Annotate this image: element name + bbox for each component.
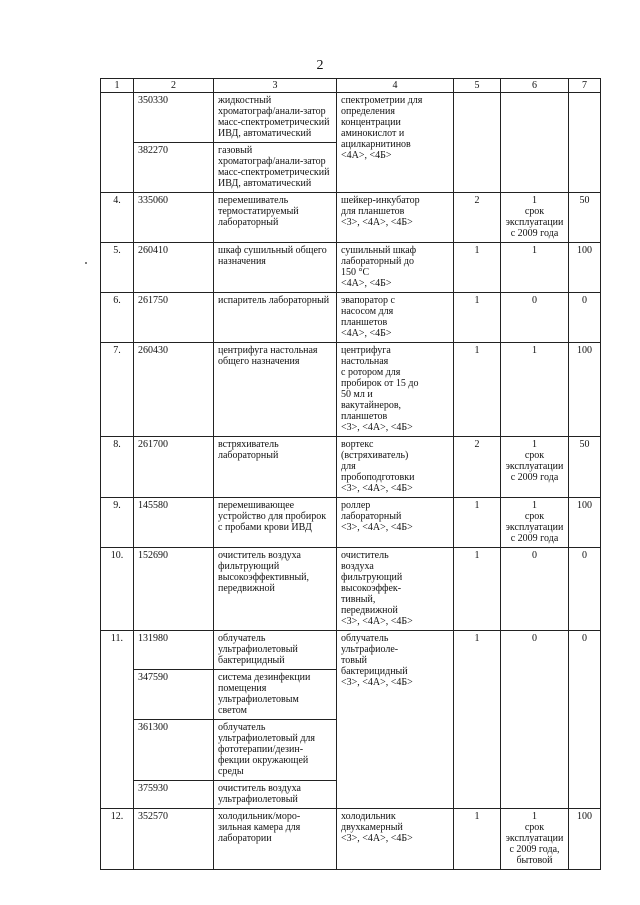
- device-name: холодильник/моро- зильная камера для лаборатории: [214, 809, 337, 870]
- device-name: встряхиватель лабораторный: [214, 437, 337, 498]
- device-name: очиститель воздуха фильтрующий высокоэффективный, передвижной: [214, 548, 337, 631]
- percentage: 0: [569, 631, 601, 809]
- percentage: 50: [569, 437, 601, 498]
- header-cell: 7: [569, 79, 601, 93]
- percentage: 100: [569, 343, 601, 437]
- service-term: 1 срок эксплуатации с 2009 года: [501, 437, 569, 498]
- device-description: шейкер-инкубатор для планшетов <3>, <4А>, <4Б>: [337, 193, 454, 243]
- device-code: 145580: [134, 498, 214, 548]
- device-code: 260410: [134, 243, 214, 293]
- table-row: [101, 343, 601, 437]
- service-term: [501, 93, 569, 193]
- device-name: перемешивающее устройство для пробирок с пробами крови ИВД: [214, 498, 337, 548]
- device-description: спектрометрии для определения концентрации аминокислот и ацилкарнитинов <4А>, <4Б>: [337, 93, 454, 193]
- device-name: перемешиватель термостатируемый лабораторный: [214, 193, 337, 243]
- device-code: 375930: [134, 781, 214, 809]
- device-description: сушильный шкаф лабораторный до 150 °С <4А>, <4Б>: [337, 243, 454, 293]
- quantity: 2: [454, 437, 501, 498]
- header-cell: 2: [134, 79, 214, 93]
- header-cell: 5: [454, 79, 501, 93]
- table-header-row: [101, 79, 601, 93]
- percentage: 0: [569, 548, 601, 631]
- device-name: система дезинфекции помещения ультрафиолетовым светом: [214, 670, 337, 720]
- percentage: [569, 93, 601, 193]
- row-number: 9.: [101, 498, 134, 548]
- percentage: 0: [569, 293, 601, 343]
- device-description: холодильник двухкамерный <3>, <4А>, <4Б>: [337, 809, 454, 870]
- device-name: облучатель ультрафиолетовый для фототерапии/дезин- фекции окружающей среды: [214, 720, 337, 781]
- device-code: 260430: [134, 343, 214, 437]
- quantity: [454, 93, 501, 193]
- row-number: 6.: [101, 293, 134, 343]
- table-row: [101, 437, 601, 498]
- header-cell: 1: [101, 79, 134, 93]
- table-body: [101, 79, 601, 870]
- device-name: очиститель воздуха ультрафиолетовый: [214, 781, 337, 809]
- service-term: 1: [501, 343, 569, 437]
- device-name: газовый хроматограф/анали-затор масс-спектрометрический ИВД, автоматический: [214, 143, 337, 193]
- service-term: 1 срок эксплуатации с 2009 года: [501, 498, 569, 548]
- device-code: 382270: [134, 143, 214, 193]
- table-row: [101, 631, 601, 670]
- table-row: [101, 193, 601, 243]
- table-row: [101, 243, 601, 293]
- device-code: 261700: [134, 437, 214, 498]
- table-row: [101, 809, 601, 870]
- row-number: 11.: [101, 631, 134, 809]
- quantity: 1: [454, 243, 501, 293]
- device-code: 152690: [134, 548, 214, 631]
- service-term: 1 срок эксплуатации с 2009 года, бытовой: [501, 809, 569, 870]
- equipment-table: [100, 78, 601, 870]
- quantity: 1: [454, 809, 501, 870]
- service-term: 0: [501, 548, 569, 631]
- device-code: 350330: [134, 93, 214, 143]
- table-row: [101, 93, 601, 143]
- table-row: [101, 548, 601, 631]
- device-description: роллер лабораторный <3>, <4А>, <4Б>: [337, 498, 454, 548]
- page-number: 2: [316, 58, 324, 73]
- device-description: эвапоратор с насосом для планшетов <4А>, <4Б>: [337, 293, 454, 343]
- service-term: 1 срок эксплуатации с 2009 года: [501, 193, 569, 243]
- row-number: 12.: [101, 809, 134, 870]
- service-term: 0: [501, 293, 569, 343]
- device-code: 335060: [134, 193, 214, 243]
- margin-dot: [85, 262, 87, 264]
- device-code: 131980: [134, 631, 214, 670]
- device-name: центрифуга настольная общего назначения: [214, 343, 337, 437]
- device-description: вортекс (встряхиватель) для пробоподготовки <3>, <4А>, <4Б>: [337, 437, 454, 498]
- percentage: 100: [569, 243, 601, 293]
- percentage: 100: [569, 498, 601, 548]
- header-cell: 6: [501, 79, 569, 93]
- percentage: 100: [569, 809, 601, 870]
- table-row: [101, 498, 601, 548]
- device-name: шкаф сушильный общего назначения: [214, 243, 337, 293]
- percentage: 50: [569, 193, 601, 243]
- quantity: 2: [454, 193, 501, 243]
- quantity: 1: [454, 498, 501, 548]
- service-term: 1: [501, 243, 569, 293]
- row-number: 10.: [101, 548, 134, 631]
- quantity: 1: [454, 293, 501, 343]
- device-description: облучатель ультрафиоле- товый бактерицидный <3>, <4А>, <4Б>: [337, 631, 454, 809]
- quantity: 1: [454, 548, 501, 631]
- device-code: 261750: [134, 293, 214, 343]
- row-number: [101, 93, 134, 193]
- device-code: 347590: [134, 670, 214, 720]
- device-description: очиститель воздуха фильтрующий высокоэффек- тивный, передвижной <3>, <4А>, <4Б>: [337, 548, 454, 631]
- quantity: 1: [454, 631, 501, 809]
- header-cell: 4: [337, 79, 454, 93]
- service-term: 0: [501, 631, 569, 809]
- device-name: облучатель ультрафиолетовый бактерицидный: [214, 631, 337, 670]
- row-number: 5.: [101, 243, 134, 293]
- header-cell: 3: [214, 79, 337, 93]
- device-name: испаритель лабораторный: [214, 293, 337, 343]
- device-code: 352570: [134, 809, 214, 870]
- quantity: 1: [454, 343, 501, 437]
- table-row: [101, 293, 601, 343]
- row-number: 7.: [101, 343, 134, 437]
- row-number: 4.: [101, 193, 134, 243]
- device-name: жидкостный хроматограф/анали-затор масс-спектрометрический ИВД, автоматический: [214, 93, 337, 143]
- row-number: 8.: [101, 437, 134, 498]
- device-code: 361300: [134, 720, 214, 781]
- device-description: центрифуга настольная с ротором для пробирок от 15 до 50 мл и вакутайнеров, планшетов <3>, <4А>, <4Б>: [337, 343, 454, 437]
